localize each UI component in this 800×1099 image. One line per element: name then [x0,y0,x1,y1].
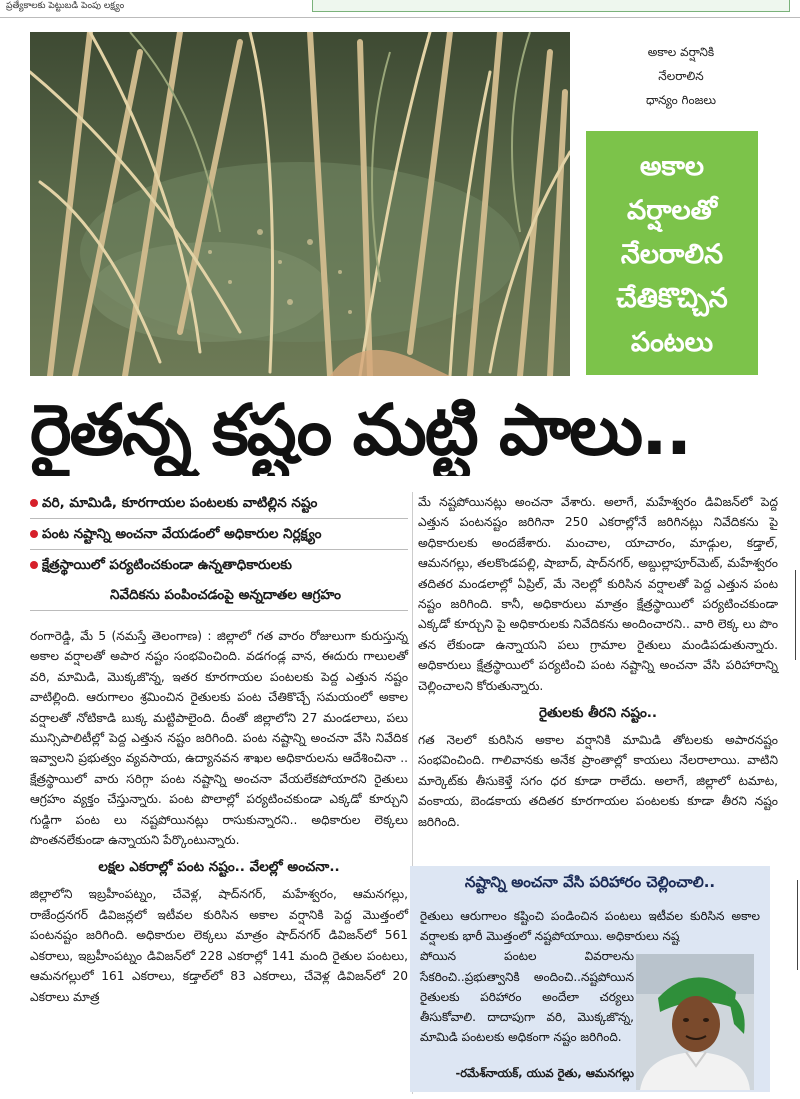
farmer-quote-box [410,866,770,1092]
highlight-line: పంటలు [630,327,714,358]
highlight-line: వర్షాలతో [627,195,717,226]
bullet-item [30,550,408,580]
bullet-text: వరి, మామిడి, కూరగాయల పంటలకు వాటిల్లిన నష్టం [42,495,318,511]
article-paragraph: జిల్లాలోని ఇబ్రహీంపట్నం, చేవెళ్ల, షాద్‌నగర్, మహేశ్వరం, ఆమనగల్లు, రాజేంద్రనగర్ డివిజన్లలో ఇటీవల కురిసిన అకాల వర్షానికి పెద్ద మొత్తంలో పంటనష్టం జరిగింది. అధికారుల లెక్కలు మాత్రం షాద్‌నగర్ డివిజన్‌లో 561 ఎకరాలు, ఇబ్రహీంపట్నం డివిజన్‌లో 228 ఎకరాల్లో 141 మంది రైతుల పంటలు, ఆమనగల్లులో 161 ఎకరాలు, కడ్తాల్‌లో 83 ఎకరాలు, చేవెళ్ల డివిజన్‌లో 20 ఎకరాలు మాత్ర [30,887,408,1004]
caption-line: నేలరాలిన [658,69,704,83]
bullet-text: పంట నష్టాన్ని అంచనా వేయడంలో అధికారుల నిర్లక్ష్యం [42,526,322,542]
bullet-dot-icon [30,499,38,507]
top-strip-box [312,0,790,12]
article-paragraph: రంగారెడ్డి, మే 5 (నమస్తే తెలంగాణ) : జిల్లాలో గత వారం రోజులుగా కురుస్తున్న అకాల వర్షాలతో అపార నష్టం సంభవించింది. వడగండ్ల వాన, ఈదురు గాలులతో వరి, మామిడి, మొక్కజొన్న, ఇతర కూరగాయల పంటలకు పెద్ద ఎత్తున నష్టం వాటిల్లింది. ఆరుగాలం శ్రమించిన రైతులకు పంట చేతికొచ్చే సమయంలో అకాల వర్షాలతో నోటికాడి బుక్క మట్టిపాలైంది. దీంతో జిల్లాలోని 27 మండలాలు, పలు మున్సిపాలిటీల్లో పెద్ద ఎత్తున నష్టం జరిగింది. పంట నష్టాన్ని అంచనా వేసి నివేదిక ఇవ్వాలని ప్రభుత్వం వ్యవసాయ, ఉద్యానవన శాఖల అధికారులను ఆదేశించినా .. క్షేత్రస్థాయిలో వారు సరిగ్గా పంట నష్టాన్ని అంచనా వేయలేకపోయారని రైతులు ఆగ్రహం వ్యక్తం చేస్తున్నారు. పంట పొలాల్లో పర్యటించకుండా ఎక్కడో కూర్చుని గుడ్డిగా పంట లు నష్టపోయినట్లు రాసుకున్నారని.. అధికారుల లెక్కలు పొంతనలేకుండా ఉన్నాయని పేర్కొంటున్నారు. [30,629,408,848]
right-column [418,492,778,832]
left-column [30,626,408,1007]
article-paragraph: మే నష్టపోయినట్లు అంచనా వేశారు. అలాగే, మహేశ్వరం డివిజన్‌లో పెద్ద ఎత్తున పంటనష్టం జరిగినా 250 ఎకరాల్లోనే జరిగినట్లు నివేదికను పై అధికారులకు అందజేశారు. మంచాల, యాచారం, మాడ్గుల, కడ్తాల్, ఆమనగల్లు, తలకొండపల్లి, షాబాద్, షాద్‌నగర్, అబ్దుల్లాపూర్‌మెట్, మహేశ్వరం తదితర మండలాల్లో ఏప్రిల్, మే నెలల్లో కురిసిన వర్షాలతో పెద్ద ఎత్తున పంట నష్టం జరిగింది. కానీ, అధికారులు మాత్రం క్షేత్రస్థాయిలో పర్యటించకుండా ఎక్కడో కూర్చుని పై అధికారులకు నివేదికను అందించారని.. వారి లెక్క లు పొం తన లేకుండా ఉన్నాయని పలు గ్రామాల రైతులు మండిపడుతున్నారు. అధికారులు క్షేత్రస్థాయిలో పర్యటించి పంట నష్టాన్ని అంచనా వేసి పరిహారాన్ని చెల్లించాలని కోరుతున్నారు. [418,495,778,693]
section-subhead: రైతులకు తీరని నష్టం.. [538,705,658,722]
highlight-line: అకాల [639,151,705,182]
quote-signature: -రమేశ్‌నాయక్, యువ రైతు, ఆమనగల్లు [455,1066,634,1080]
bullet-continuation: నివేదికను పంపించడంపై అన్నదాతల ఆగ్రహం [30,580,408,611]
article-paragraph: గత నెలలో కురిసిన అకాల వర్షానికి మామిడి తోటలకు అపారనష్టం సంభవించింది. గాలివానకు అనేక ప్రాంతాల్లో కాయలు నేలరాలాయి. వాటిని మార్కెట్‌కు తీసుకెళ్తే సగం ధర కూడా రాలేదు. అలాగే, జిల్లాలో టమాట, వంకాయ, బెండకాయ తదితర కూరగాయల పంటలకు కూడా తీరని నష్టం జరిగింది. [418,733,778,829]
top-strip [0,0,800,18]
bullet-text: క్షేత్రస్థాయిలో పర్యటించకుండా ఉన్నతాధికారులకు [42,557,292,573]
top-strip-text: ప్రత్యేకాలకు పెట్టుబడి పెంపు లక్ష్యం [6,1,125,11]
bullet-dot-icon [30,530,38,538]
bullet-dot-icon [30,561,38,569]
bullet-list [30,488,408,611]
quote-text: రైతులు ఆరుగాలం కష్టించి పండించిన పంటలు ఇటీవల కురిసిన అకాల వర్షాలకు భారీ మొత్తంలో నష్టపోయాయి. అధికారులు నష్ట [420,909,760,944]
section-subhead: లక్షల ఎకరాల్లో పంట నష్టం.. వేలల్లో అంచనా.. [98,859,340,876]
quote-title: నష్టాన్ని అంచనా వేసి పరిహారం చెల్లించాలి.. [464,873,716,891]
photo-caption [588,40,774,112]
headline: రైతన్న కష్టం మట్టి పాలు.. [30,389,691,471]
bullet-item [30,488,408,519]
quote-text: పోయిన పంటల వివరాలను సేకరించి..ప్రభుత్వానికి అందించి..నష్టపోయిన రైతులకు పరిహారం అందేలా చర్యలు తీసుకోవాలి. దాదాపుగా వరి, మొక్కజొన్న, మామిడి పంటలకు అధికంగా నష్టం జరిగింది. [420,949,634,1045]
highlight-line: నేలరాలిన [620,239,724,270]
farmer-portrait-icon [636,954,754,1090]
caption-line: అకాల వర్షానికి [647,45,715,59]
bullet-item [30,519,408,550]
highlight-line: చేతికొచ్చిన [616,283,728,314]
page-edge-line [797,880,798,970]
page-edge-line [795,570,796,660]
highlight-box [586,131,758,375]
caption-line: ధాన్యం గింజలు [645,93,717,107]
crop-field-photo [30,32,570,376]
